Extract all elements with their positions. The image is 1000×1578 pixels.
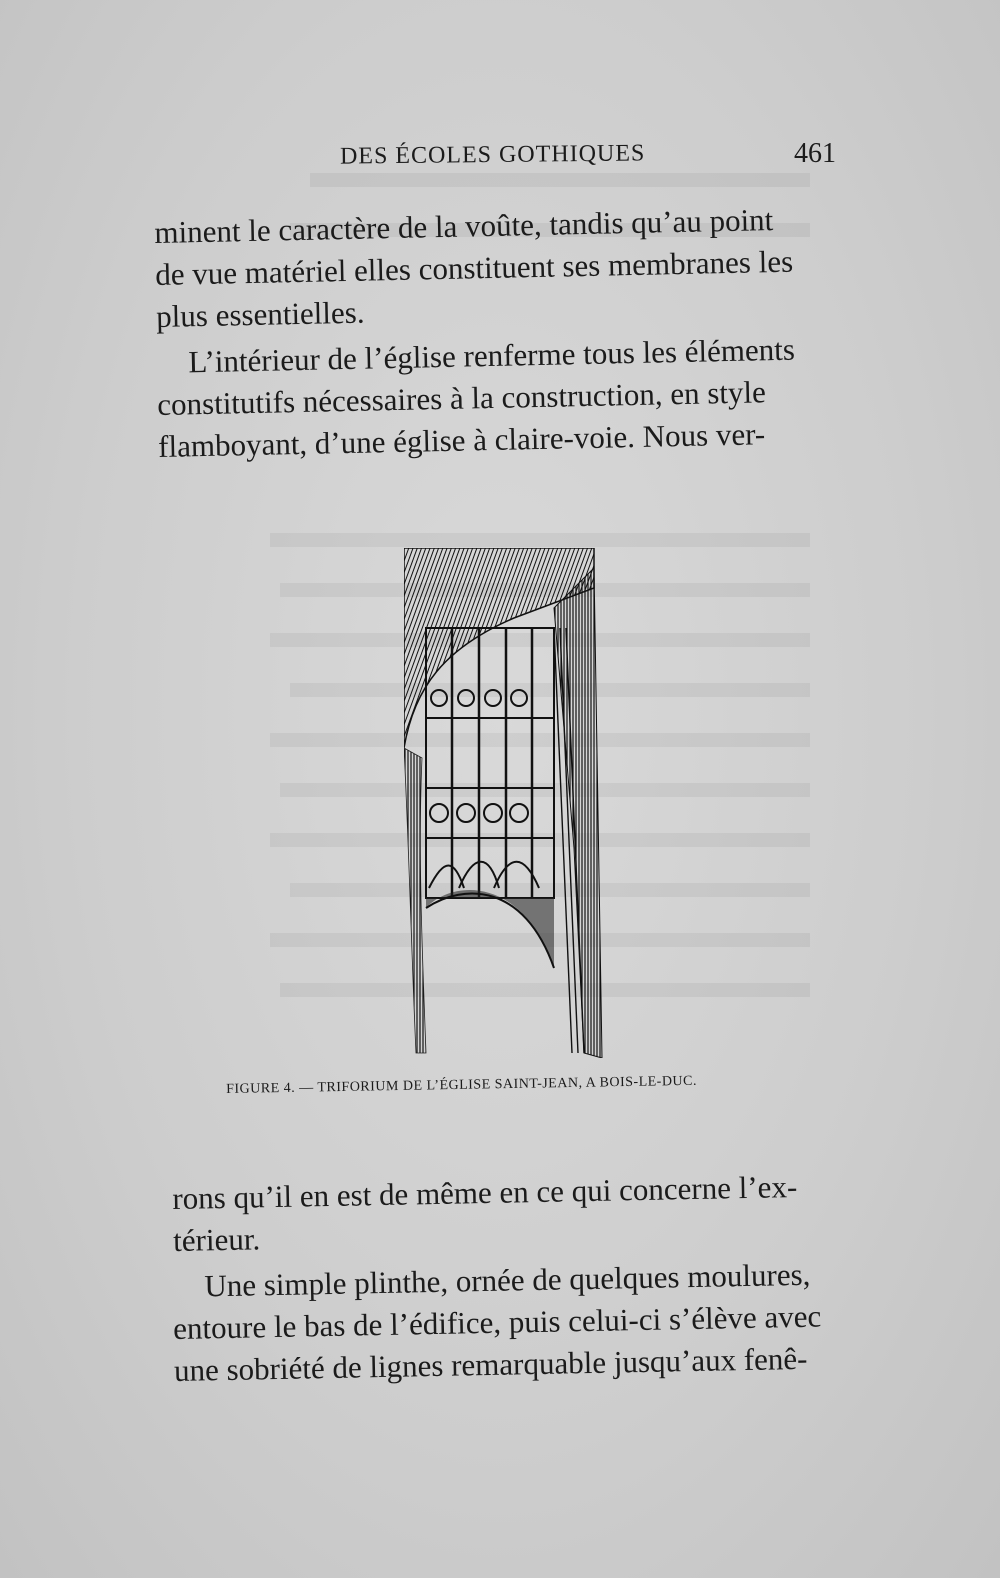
text-line: Une simple plinthe, ornée de quelques moulures, bbox=[204, 1256, 811, 1304]
text-line: une sobriété de lignes remarquable jusqu’aux fenê- bbox=[173, 1340, 808, 1388]
figure-caption: FIGURE 4. — TRIFORIUM DE L’ÉGLISE SAINT-JEAN, A BOIS-LE-DUC. bbox=[226, 1073, 698, 1097]
text-line: térieur. bbox=[172, 1221, 261, 1258]
page-number: 461 bbox=[794, 138, 836, 169]
text-line: plus essentielles. bbox=[155, 294, 365, 334]
paragraph-2 bbox=[156, 328, 848, 468]
running-head: DES ÉCOLES GOTHIQUES bbox=[339, 140, 646, 170]
paragraph-4 bbox=[172, 1253, 864, 1392]
text-line: flamboyant, d’une église à claire-voie. Nous ver- bbox=[157, 416, 766, 464]
text-line: L’intérieur de l’église renferme tous les éléments bbox=[188, 331, 796, 380]
paragraph-3 bbox=[172, 1165, 863, 1262]
text-line: constitutifs nécessaires à la construction, en style bbox=[156, 374, 767, 422]
text-line: rons qu’il en est de même en ce qui concerne l’ex- bbox=[172, 1169, 798, 1216]
text-line: entoure le bas de l’édifice, puis celui-ci s’élève avec bbox=[172, 1298, 822, 1346]
text-line: minent le caractère de la voûte, tandis qu’au point bbox=[154, 202, 774, 250]
paragraph-1 bbox=[154, 198, 846, 338]
text-line: de vue matériel elles constituent ses membranes les bbox=[154, 243, 794, 292]
triforium-engraving bbox=[404, 548, 604, 1058]
